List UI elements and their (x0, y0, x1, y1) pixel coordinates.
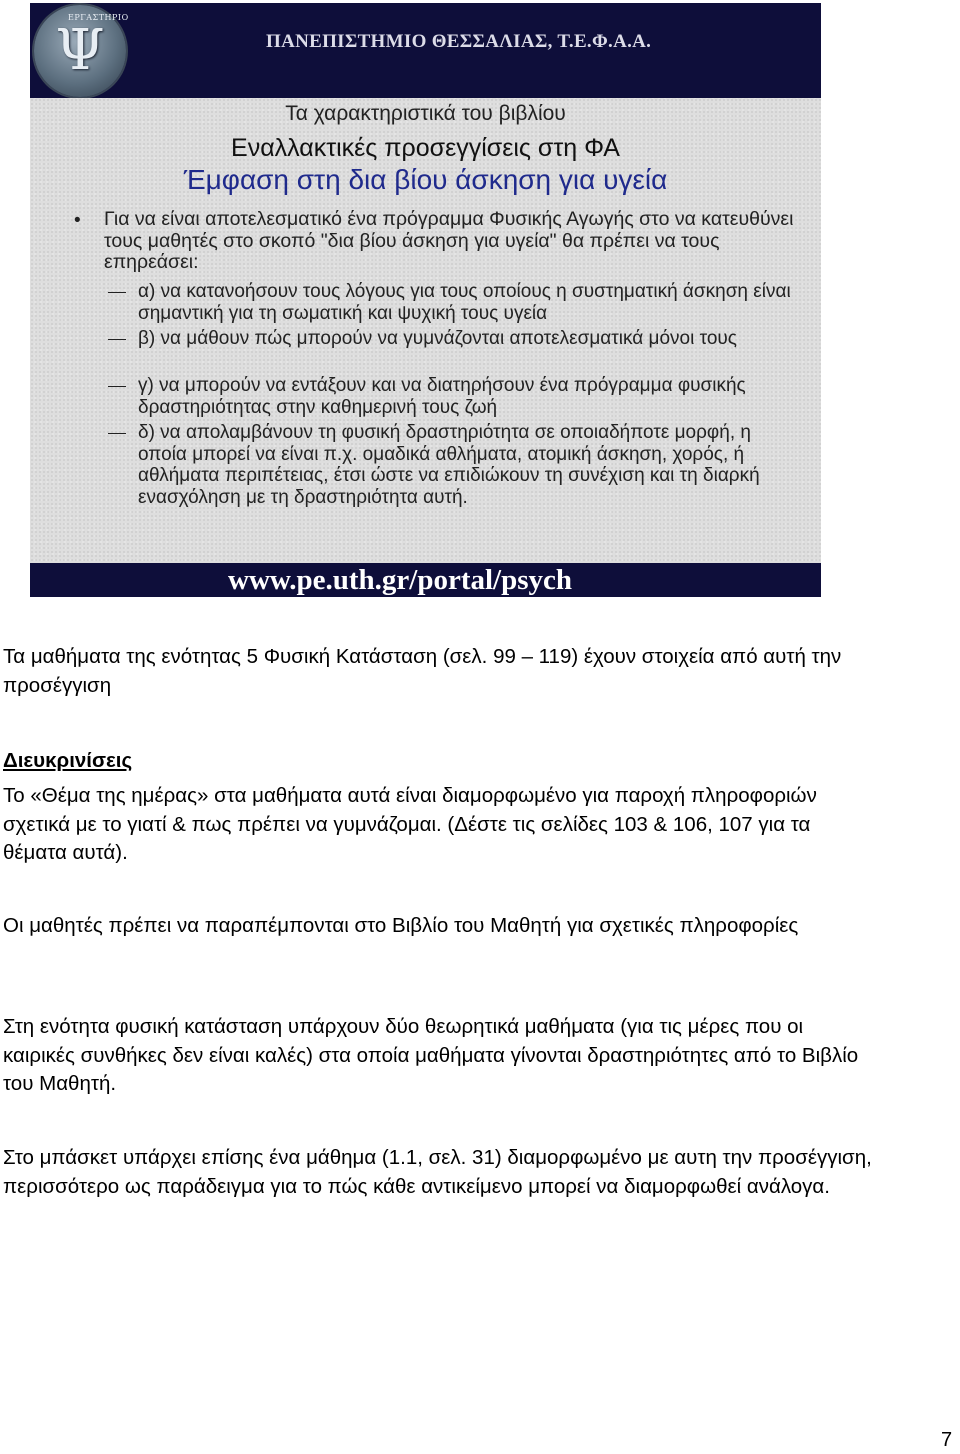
dash-icon (108, 292, 126, 293)
paragraph: Στο μπάσκετ υπάρχει επίσης ένα μάθημα (1.1, σελ. 31) διαμορφωμένο με αυτη την προσέγγιση, περισσότερο ως παράδειγμα για το πώς κάθε αντικείμενο μπορεί να διαμορφωθεί ανάλογα. (3, 1146, 872, 1198)
slide-body (30, 98, 821, 563)
slide-sub-item: β) να μάθουν πώς μπορούν να γυμνάζονται αποτελεσματικά μόνοι τους (138, 328, 737, 349)
paragraph: Στη ενότητα φυσική κατάσταση υπάρχουν δύο θεωρητικά μαθήματα (για τις μέρες που οι καιρικές συνθήκες δεν είναι καλές) στα οποία μαθήματα γίνονται δραστηριότητες από το Βιβλίο του Μαθητή. (3, 1015, 859, 1095)
dash-icon (108, 433, 126, 434)
slide-subtitle: Τα χαρακτηριστικά του βιβλίου (285, 102, 566, 125)
slide-bullet-text: Για να είναι αποτελεσματικό ένα πρόγραμμα Φυσικής Αγωγής στο να κατευθύνει τους μαθητές στο σκοπό "δια βίου άσκηση για υγεία" θα πρέπει να τους επηρεάσει: (104, 208, 794, 273)
dash-icon (108, 386, 126, 387)
psi-icon: Ψ (55, 18, 105, 83)
section-heading: Διευκρινίσεις (3, 749, 133, 772)
lecture-slide (30, 3, 821, 597)
slide-title: Εναλλακτικές προσεγγίσεις στη ΦΑ (231, 134, 620, 162)
footer-url: www.pe.uth.gr/portal/psych (228, 564, 573, 596)
header-title: ΠΑΝΕΠΙΣΤΗΜΙΟ ΘΕΣΣΑΛΙΑΣ, Τ.Ε.Φ.Α.Α. (266, 31, 652, 52)
paragraph: Οι μαθητές πρέπει να παραπέμπονται στο Βιβλίο του Μαθητή για σχετικές πληροφορίες (3, 914, 799, 937)
paragraph: Το «Θέμα της ημέρας» στα μαθήματα αυτά είναι διαμορφωμένο για παροχή πληροφοριών σχετικά με το γιατί & πως πρέπει να γυμνάζομαι. (Δέστε τις σελίδες 103 & 106, 107 για τα θέματα αυτά). (3, 784, 817, 864)
logo-text: ΕΡΓΑΣΤΗΡΙΟ (68, 13, 129, 22)
page-number: 7 (941, 1429, 953, 1451)
dash-icon (108, 339, 126, 340)
university-logo (34, 5, 129, 97)
slide-sub-item: δ) να απολαμβάνουν τη φυσική δραστηριότητα σε οποιαδήποτε μορφή, η οποία μπορεί να είναι π.χ. ομαδικά αθλήματα, ατομική άσκηση, χορός, ή αθλήματα περιπέτειας, έτσι ώστε να επιδιώκουν τη συνέχιση και τη διαρκή ενασχόληση με τη δραστηριότητα αυτή. (138, 422, 760, 508)
bullet-icon: • (74, 210, 81, 231)
slide-sub-item: γ) να μπορούν να εντάξουν και να διατηρήσουν ένα πρόγραμμα φυσικής δραστηριότητας στην καθημερινή τους ζωή (138, 375, 746, 418)
slide-footer (30, 563, 821, 597)
slide-header (30, 3, 821, 98)
paragraph: Τα μαθήματα της ενότητας 5 Φυσική Κατάσταση (σελ. 99 – 119) έχουν στοιχεία από αυτή την προσέγγιση (3, 645, 842, 697)
slide-sub-item: α) να κατανοήσουν τους λόγους για τους οποίους η συστηματική άσκηση είναι σημαντική για τη σωματική και ψυχική τους υγεία (138, 281, 791, 324)
slide-emphasis-title: Έμφαση στη δια βίου άσκηση για υγεία (183, 164, 668, 195)
